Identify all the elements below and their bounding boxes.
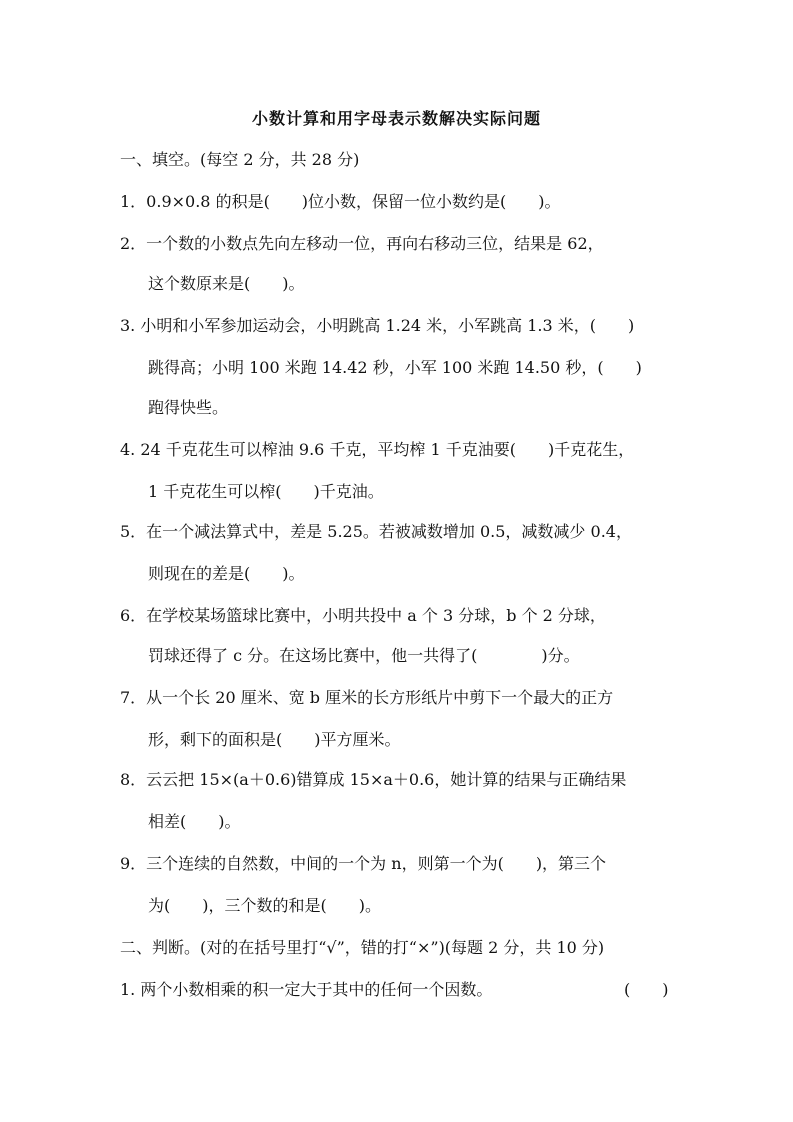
question-4-line-2: 1 千克花生可以榨( )千克油。 [148, 482, 384, 501]
question-3-line-2: 跳得高；小明 100 米跑 14.42 秒，小军 100 米跑 14.50 秒，( ) [148, 358, 642, 377]
question-8-line-1: 8．云云把 15×(a＋0.6)错算成 15×a＋0.6，她计算的结果与正确结果 [120, 770, 627, 789]
worksheet-title: 小数计算和用字母表示数解决实际问题 [251, 109, 541, 128]
question-3-line-3: 跑得快些。 [148, 398, 229, 417]
question-5-line-2: 则现在的差是( )。 [148, 564, 305, 583]
judgment-question-1: 1. 两个小数相乘的积一定大于其中的任何一个因数。 [120, 980, 493, 999]
question-5-line-1: 5．在一个减法算式中，差是 5.25。若被减数增加 0.5，减数减少 0.4， [120, 522, 632, 541]
section-heading-fill-in: 一、填空。(每空 2 分，共 28 分) [120, 150, 360, 169]
question-6-line-1: 6．在学校某场篮球比赛中，小明共投中 a 个 3 分球，b 个 2 分球， [120, 606, 606, 625]
question-7-line-1: 7．从一个长 20 厘米、宽 b 厘米的长方形纸片中剪下一个最大的正方 [120, 688, 614, 707]
question-6-line-2: 罚球还得了 c 分。在这场比赛中，他一共得了( )分。 [148, 646, 580, 665]
question-2-line-2: 这个数原来是( )。 [148, 274, 305, 293]
question-8-line-2: 相差( )。 [148, 812, 241, 831]
question-9-line-1: 9．三个连续的自然数，中间的一个为 n，则第一个为( )，第三个 [120, 854, 607, 873]
question-2-line-1: 2．一个数的小数点先向左移动一位，再向右移动三位，结果是 62， [120, 234, 604, 253]
answer-blank: ( ) [624, 980, 669, 999]
question-7-line-2: 形，剩下的面积是( )平方厘米。 [148, 730, 401, 749]
question-9-line-2: 为( )，三个数的和是( )。 [148, 896, 381, 915]
question-1: 1．0.9×0.8 的积是( )位小数，保留一位小数约是( )。 [120, 192, 561, 211]
question-4-line-1: 4. 24 千克花生可以榨油 9.6 千克，平均榨 1 千克油要( )千克花生， [120, 440, 635, 459]
section-heading-true-false: 二、判断。(对的在括号里打“√”，错的打“×”)(每题 2 分，共 10 分) [120, 938, 605, 957]
question-3-line-1: 3. 小明和小军参加运动会，小明跳高 1.24 米，小军跳高 1.3 米，( ) [120, 316, 635, 335]
